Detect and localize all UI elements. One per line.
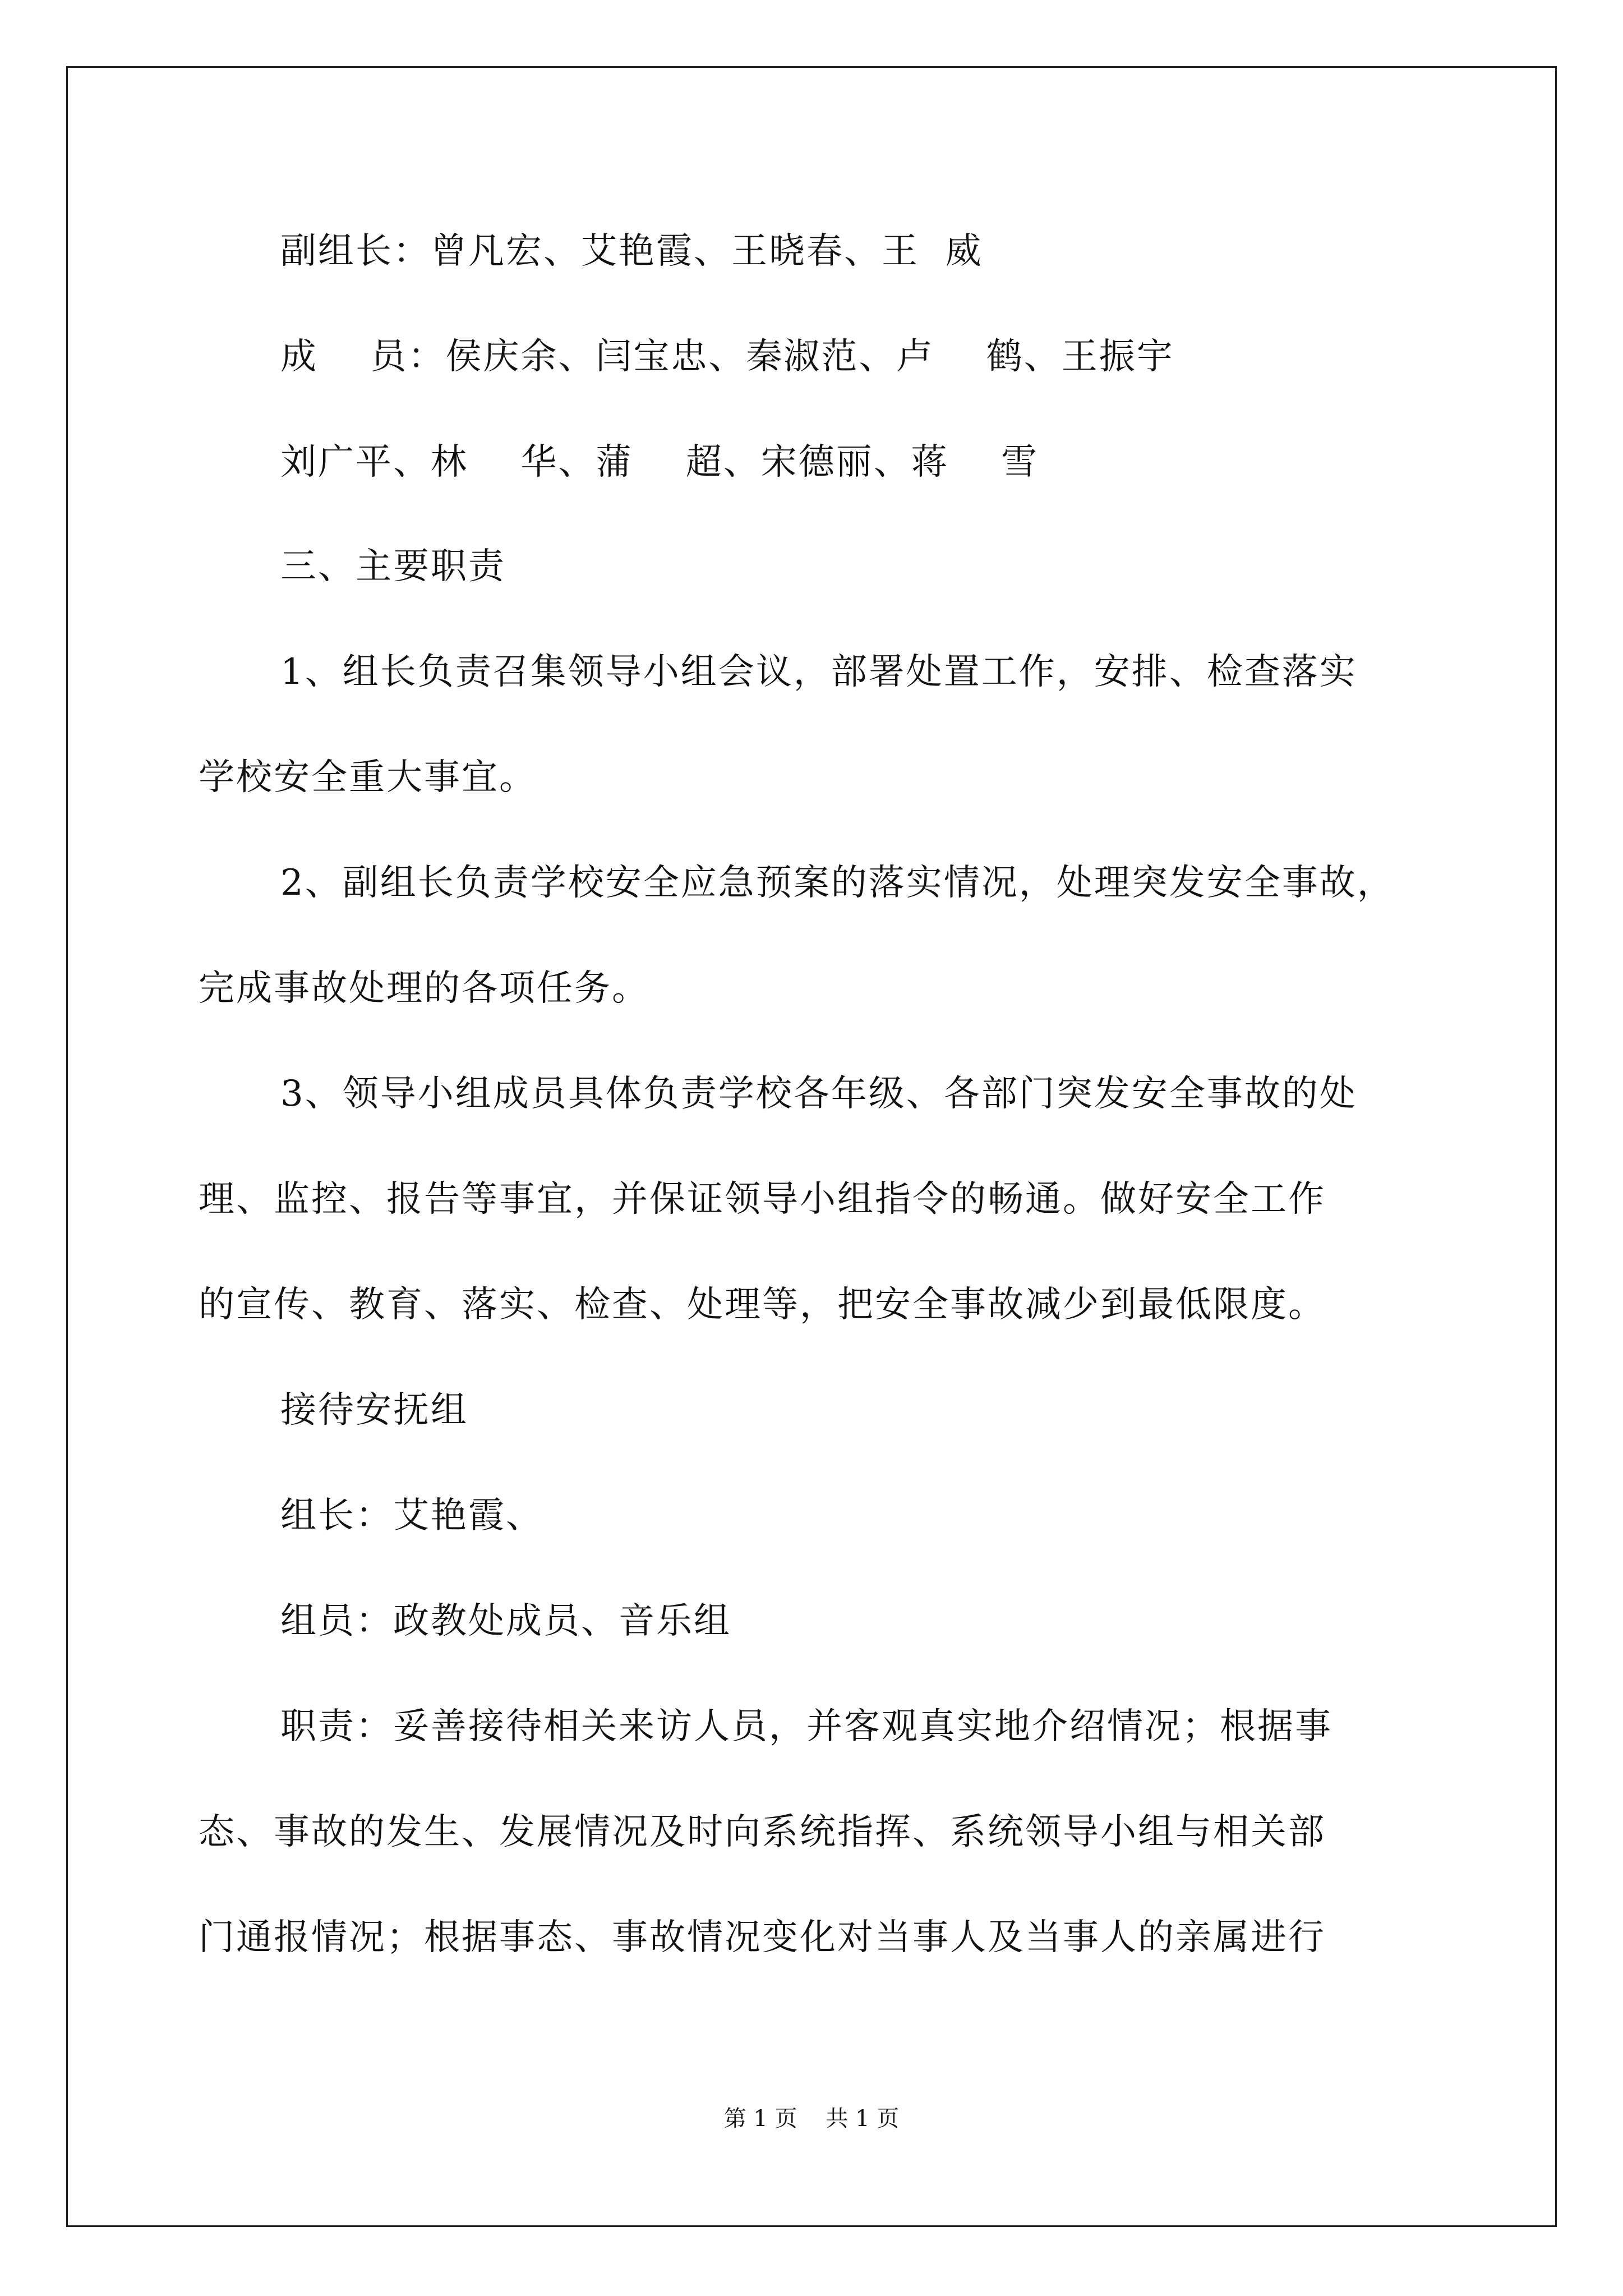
reception-group-leader: 组长：艾艳霞、 xyxy=(280,1495,543,1536)
reception-duties-line-1: 职责：妥善接待相关来访人员，并客观真实地介绍情况；根据事 xyxy=(280,1706,1332,1747)
page-number-footer: 第 1 页 共 1 页 xyxy=(723,2106,900,2132)
duty-2-line-2: 完成事故处理的各项任务。 xyxy=(199,968,649,1009)
members-line-continued: 刘广平、林 华、蒲 超、宋德丽、蒋 雪 xyxy=(280,441,1039,483)
duty-3-line-3: 的宣传、教育、落实、检查、处理等，把安全事故减少到最低限度。 xyxy=(199,1284,1326,1326)
reception-duties-line-2: 态、事故的发生、发展情况及时向系统指挥、系统领导小组与相关部 xyxy=(199,1811,1326,1853)
members-line: 成 员：侯庆余、闫宝忠、秦淑范、卢 鹤、王振宇 xyxy=(280,336,1174,378)
duty-3-line-1: 3、领导小组成员具体负责学校各年级、各部门突发安全事故的处 xyxy=(280,1073,1357,1115)
section-heading-main-duties: 三、主要职责 xyxy=(280,546,506,587)
duty-1-line-1: 1、组长负责召集领导小组会议，部署处置工作，安排、检查落实 xyxy=(280,651,1357,693)
reception-duties-line-3: 门通报情况；根据事态、事故情况变化对当事人及当事人的亲属进行 xyxy=(199,1917,1326,1958)
reception-group-heading: 接待安抚组 xyxy=(280,1389,468,1431)
reception-group-members: 组员：政教处成员、音乐组 xyxy=(280,1600,731,1642)
duty-3-line-2: 理、监控、报告等事宜，并保证领导小组指令的畅通。做好安全工作 xyxy=(199,1179,1326,1220)
duty-2-line-1: 2、副组长负责学校安全应急预案的落实情况，处理突发安全事故， xyxy=(280,862,1395,904)
deputy-leaders-line: 副组长：曾凡宏、艾艳霞、王晓春、王 威 xyxy=(280,231,983,272)
duty-1-line-2: 学校安全重大事宜。 xyxy=(199,757,537,798)
page-border xyxy=(66,66,1557,2227)
